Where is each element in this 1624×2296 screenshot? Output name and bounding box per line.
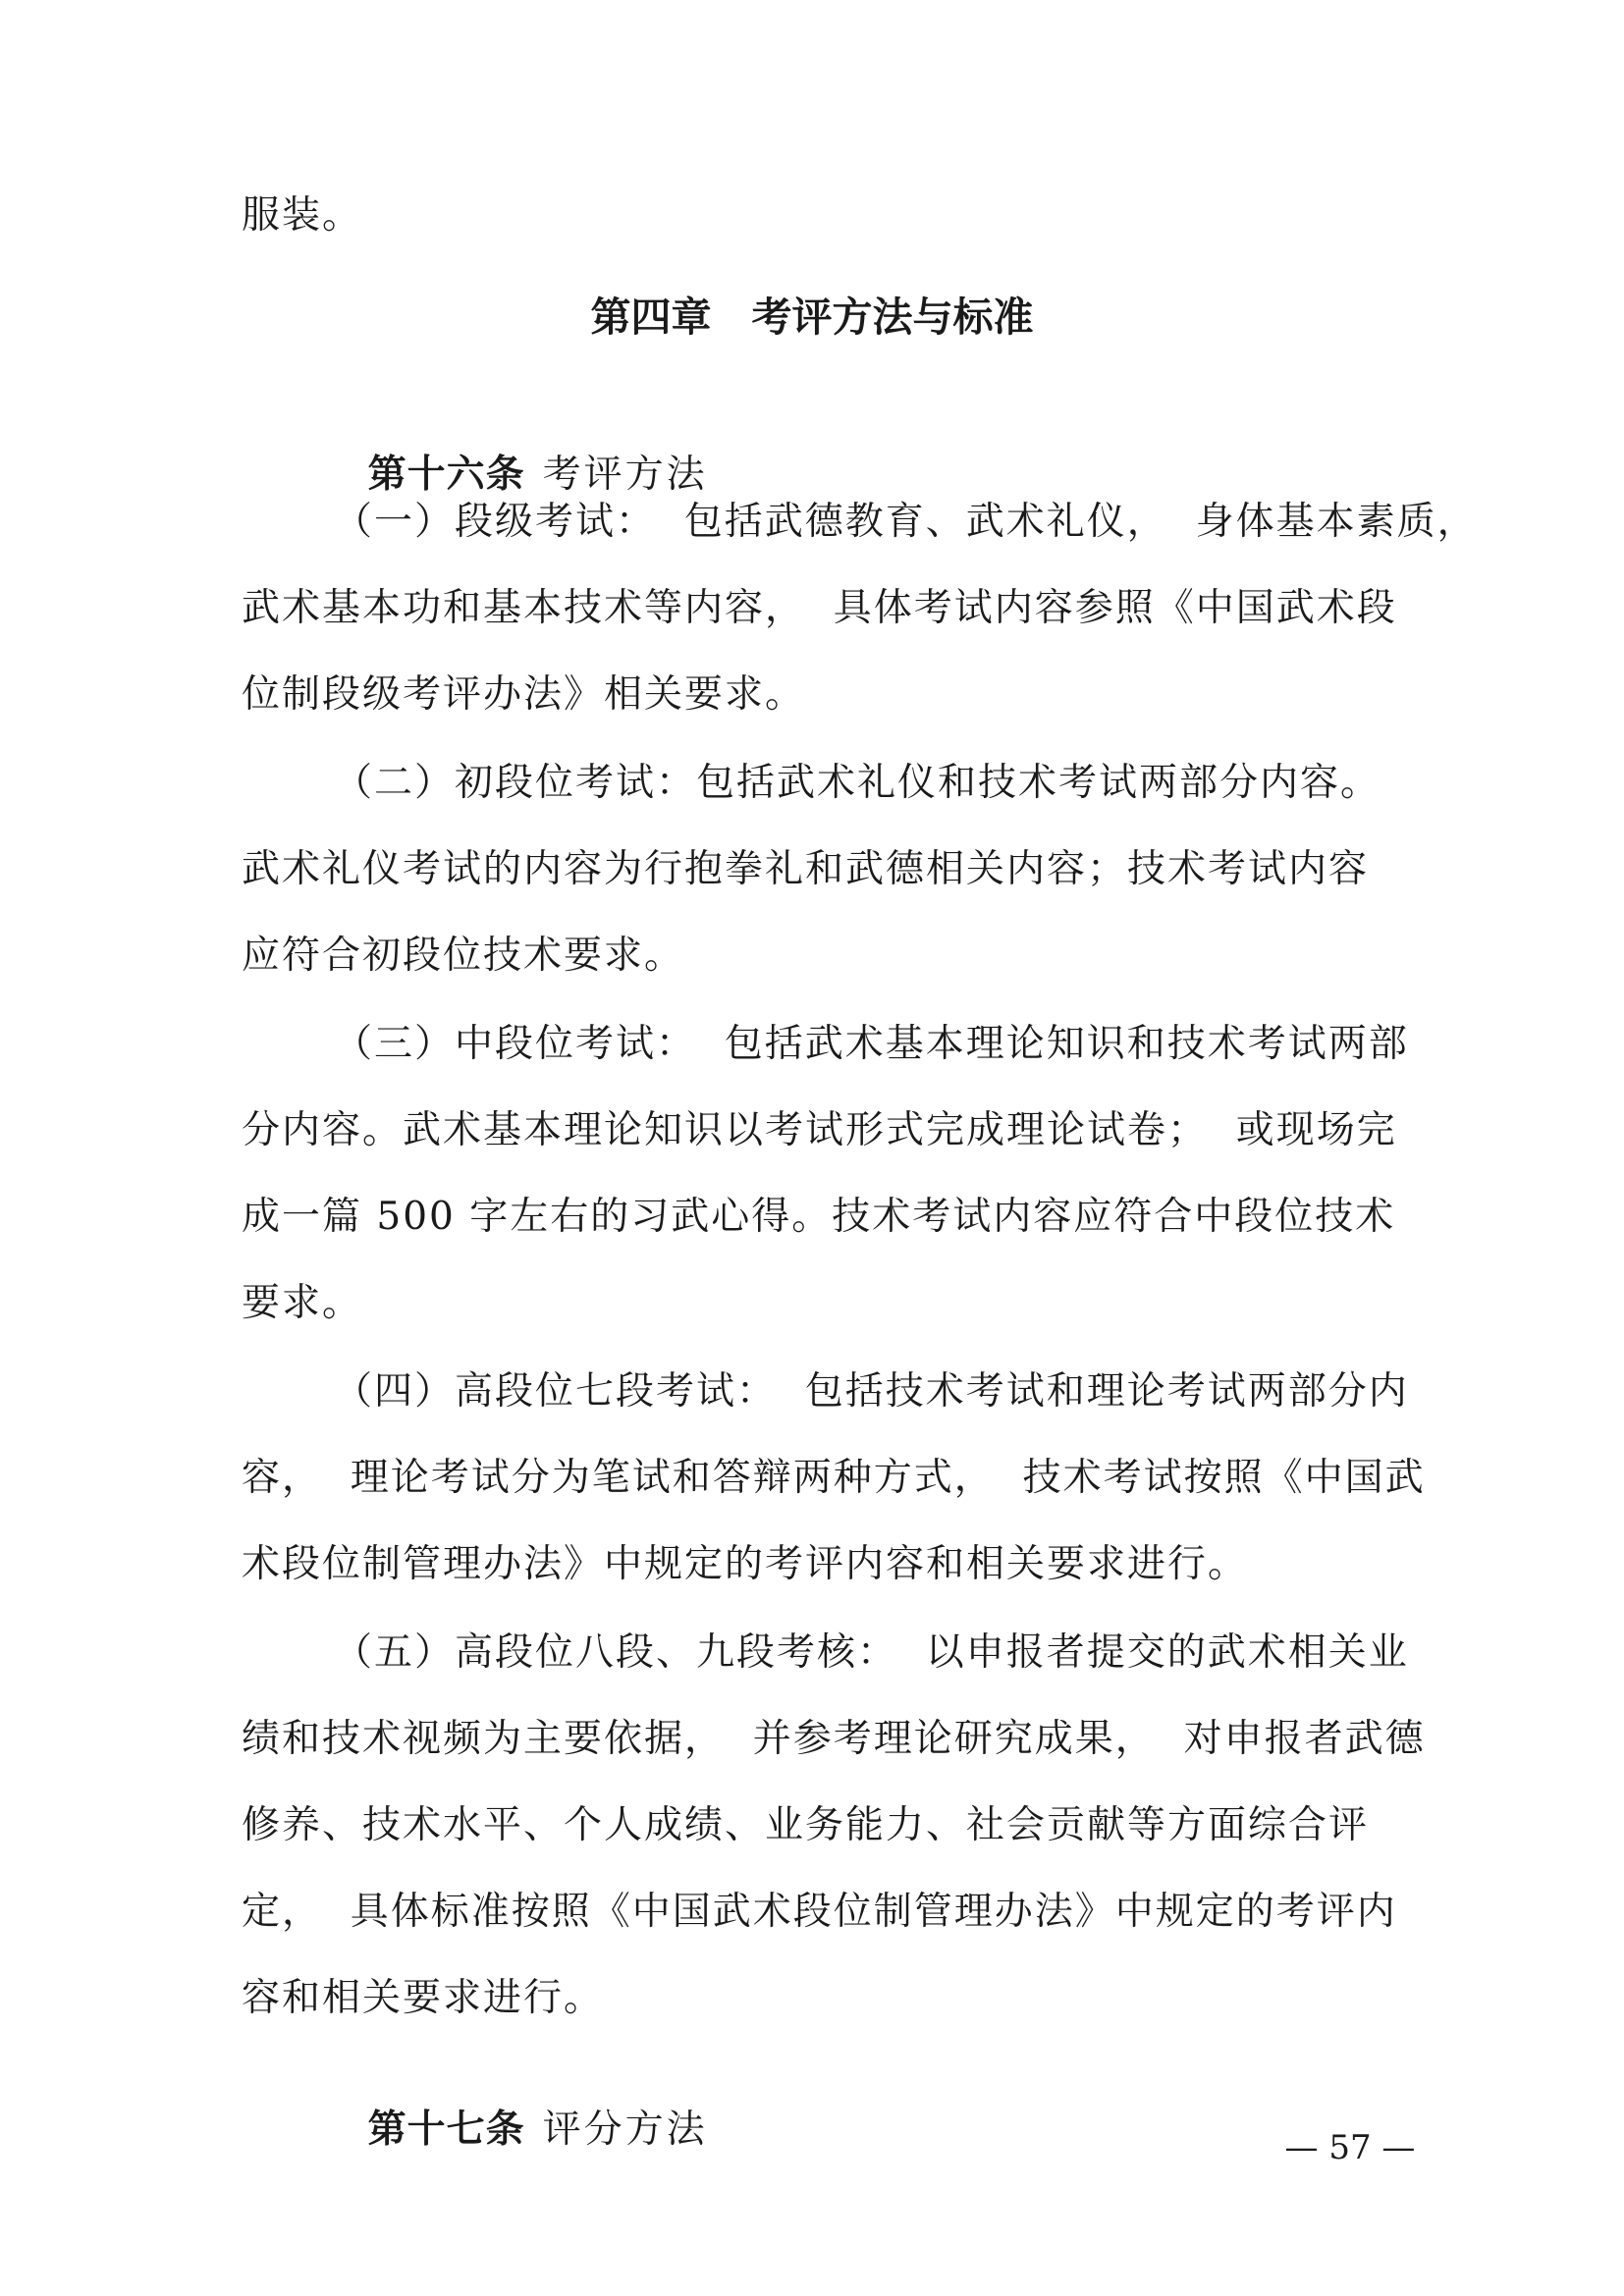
paragraph-line: 要求。 xyxy=(242,1281,363,1325)
article-title: 评分方法 xyxy=(542,2108,708,2152)
paragraph-line: 服装。 xyxy=(242,193,363,238)
paragraph-line: （一）段级考试： 包括武德教育、武术礼仪， 身体基本素质， xyxy=(334,500,1478,544)
paragraph-line: 分内容。武术基本理论知识以考试形式完成理论试卷； 或现场完 xyxy=(242,1108,1397,1152)
chapter-heading: 第四章 考评方法与标准 xyxy=(590,294,1034,341)
article-number: 第十七条 xyxy=(367,2108,525,2152)
paragraph-line: 定， 具体标准按照《中国武术段位制管理办法》中规定的考评内 xyxy=(242,1890,1397,1934)
page-number: — 57 — xyxy=(1284,2128,1416,2167)
article-17-heading xyxy=(319,2065,708,2195)
paragraph-line: 成一篇 500 字左右的习武心得。技术考试内容应符合中段位技术 xyxy=(242,1195,1396,1239)
paragraph-line: （五）高段位八段、九段考核： 以申报者提交的武术相关业 xyxy=(334,1630,1409,1675)
paragraph-line: 绩和技术视频为主要依据， 并参考理论研究成果， 对申报者武德 xyxy=(242,1717,1426,1761)
paragraph-line: 术段位制管理办法》中规定的考评内容和相关要求进行。 xyxy=(242,1542,1249,1586)
paragraph-line: （四）高段位七段考试： 包括技术考试和理论考试两部分内 xyxy=(334,1369,1409,1414)
paragraph-line: 容和相关要求进行。 xyxy=(242,1976,605,2020)
paragraph-line: 武术基本功和基本技术等内容， 具体考试内容参照《中国武术段 xyxy=(242,586,1397,630)
paragraph-line: （二）初段位考试：包括武术礼仪和技术考试两部分内容。 xyxy=(334,761,1381,805)
paragraph-line: 位制段级考评办法》相关要求。 xyxy=(242,672,806,717)
paragraph-line: 武术礼仪考试的内容为行抱拳礼和武德相关内容；技术考试内容 xyxy=(242,847,1370,891)
paragraph-line: 修养、技术水平、个人成绩、业务能力、社会贡献等方面综合评 xyxy=(242,1803,1370,1847)
article-title: 考评方法 xyxy=(542,453,708,497)
paragraph-line: 应符合初段位技术要求。 xyxy=(242,934,685,978)
paragraph-line: （三）中段位考试： 包括武术基本理论知识和技术考试两部 xyxy=(334,1022,1409,1066)
article-number: 第十六条 xyxy=(367,453,525,497)
paragraph-line: 容， 理论考试分为笔试和答辩两种方式， 技术考试按照《中国武 xyxy=(242,1456,1426,1500)
